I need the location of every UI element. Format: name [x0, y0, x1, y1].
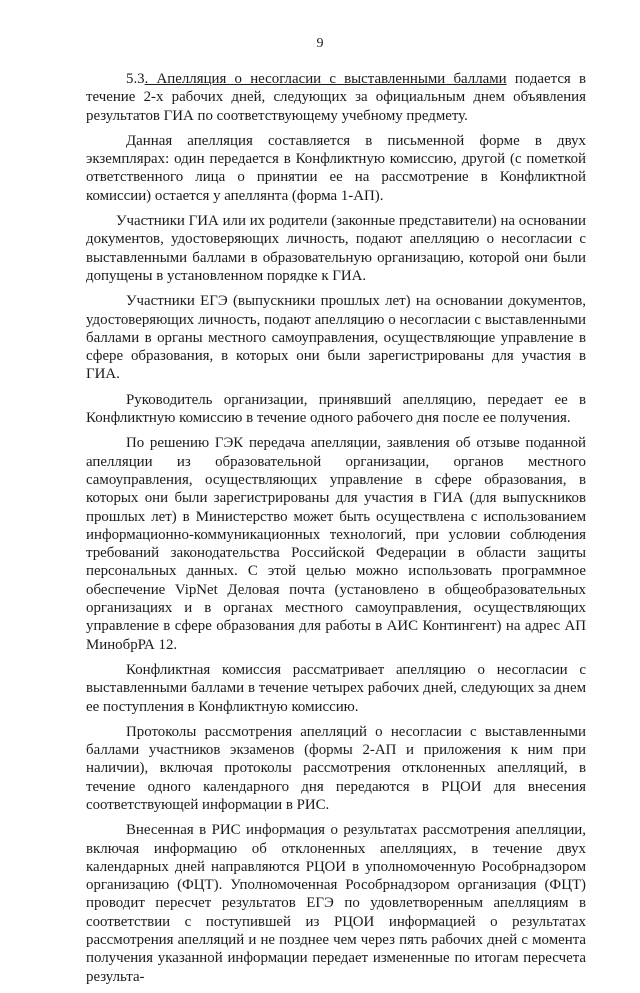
section-number: 5.3	[126, 71, 145, 87]
section-heading-underlined: . Апелляция о несогласии с выставленными баллами	[144, 71, 507, 87]
paragraph-written-form: Данная апелляция составляется в письменной форме в двух экземплярах: один передается в Конфликтную комиссию, другой (с пометкой ответственного лица о принятии ее на рассмотрение в Конфликтной комиссии) остается у апеллянта (форма 1-АП).	[86, 132, 586, 204]
paragraph-text: подается в течение 2-х рабочих дней, следующих за официальным днем объявления результатов ГИА по соответствующему учебному предмету.	[86, 71, 586, 124]
paragraph-commission-review: Конфликтная комиссия рассматривает апелляцию о несогласии с выставленными баллами в течение четырех рабочих дней, следующих за днем ее поступления в Конфликтную комиссию.	[86, 661, 586, 715]
document-body	[86, 70, 586, 993]
paragraph-ege-graduates: Участники ЕГЭ (выпускники прошлых лет) на основании документов, удостоверяющих личность, подают апелляцию о несогласии с выставленными баллами в органы местного самоуправления, осуществляющие управление в сфере образования, в которых они были зарегистрированы для участия в ГИА.	[86, 293, 586, 383]
paragraph-appeal-deadline	[86, 70, 586, 125]
paragraph-ris-information: Внесенная в РИС информация о результатах рассмотрения апелляции, включая информацию об отклоненных апелляциях, в течение двух календарных дней направляются РЦОИ в уполномоченную Рособрнадзором организацию (ФЦТ). Уполномоченная Рособрнадзором организация (ФЦТ) проводит пересчет результатов ЕГЭ по удовлетворенным апелляциям в соответствии с поступившей из РЦОИ информацией о результатах рассмотрения апелляций и не позднее чем через пять рабочих дней с момента получения указанной информации передает измененные по итогам пересчета результа-	[86, 822, 586, 985]
paragraph-gek-decision: По решению ГЭК передача апелляции, заявления об отзыве поданной апелляции из образовательной организации, органов местного самоуправления, осуществляющих управление в сфере образования, в которых они были зарегистрированы для участия в ГИА (для выпускников прошлых лет) в Министерство может быть осуществлена с использованием информационно-коммуникационных технологий, при условии соблюдения требований законодательства Российской Федерации в области защиты персональных данных. С этой целью можно использовать программное обеспечение VipNet Деловая почта (установлено в общеобразовательных организациях и в органах местного самоуправления, осуществляющих управление в сфере образования для работы в АИС Контингент) на адрес АП МинобрРА 12.	[86, 435, 586, 653]
paragraph-protocols: Протоколы рассмотрения апелляций о несогласии с выставленными баллами участников экзаменов (формы 2-АП и приложения к ним при наличии), включая протоколы рассмотрения отклоненных апелляций, в течение одного календарного дня передаются в РЦОИ для внесения соответствующей информации в РИС.	[86, 723, 586, 813]
paragraph-gia-participants: Участники ГИА или их родители (законные представители) на основании документов, удостоверяющих личность, подают апелляцию о несогласии с выставленными баллами в образовательную организацию, которой они были допущены в установленном порядке к ГИА.	[86, 213, 586, 284]
paragraph-organization-head: Руководитель организации, принявший апелляцию, передает ее в Конфликтную комиссию в течение одного рабочего дня после ее получения.	[86, 391, 586, 427]
page-number: 9	[316, 36, 324, 51]
